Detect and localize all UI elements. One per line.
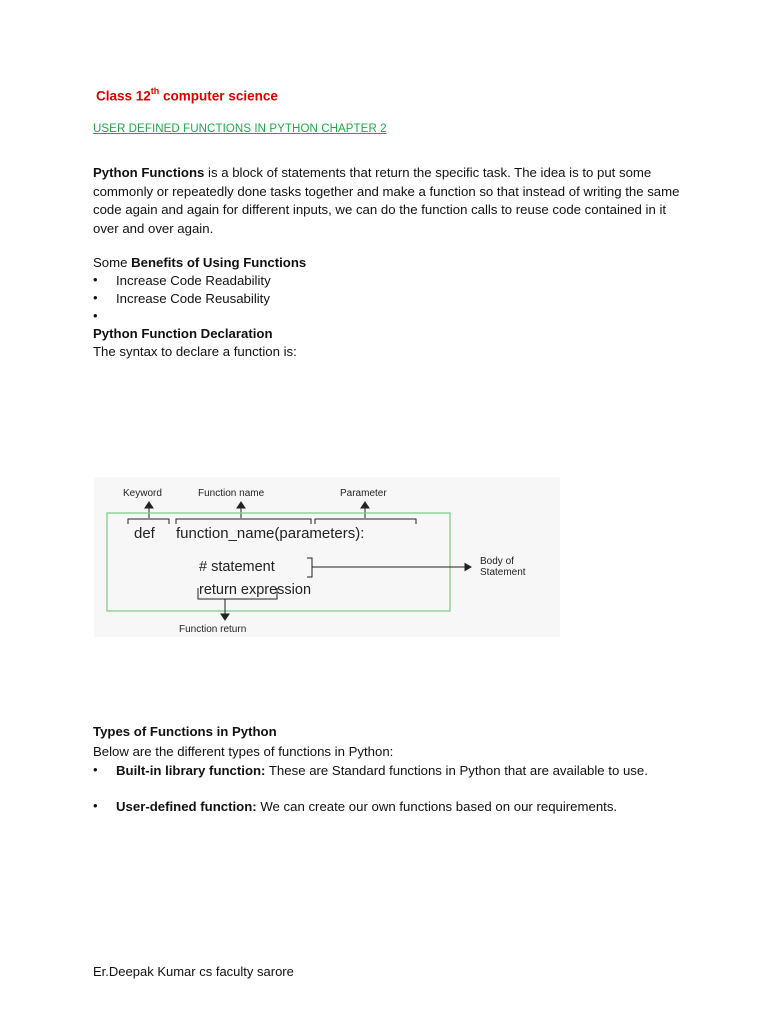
intro-paragraph: Python Functions is a block of statements that return the specific task. The idea is to put some commonly or repeatedly done tasks together and make a function so that instead of writing the same code again and again for different inputs, we can do the function calls to reuse code contained in it over and over again. xyxy=(93,165,680,236)
label-parameter: Parameter xyxy=(340,488,387,499)
code-statement: # statement xyxy=(199,559,275,575)
label-function-return: Function return xyxy=(179,624,247,635)
bullet-icon: • xyxy=(93,290,98,305)
label-function-name: Function name xyxy=(198,488,265,499)
types-text: Below are the different types of functions in Python: xyxy=(93,744,394,759)
bullet-icon: • xyxy=(93,308,98,323)
benefit-item: Increase Code Readability xyxy=(116,273,271,288)
page-title: Class 12th computer science xyxy=(96,86,278,104)
function-syntax-diagram xyxy=(94,477,560,637)
type-item-builtin: Built-in library function: These are Standard functions in Python that are available to use. xyxy=(116,763,648,778)
bullet-icon: • xyxy=(93,798,98,813)
benefit-item: Increase Code Reusability xyxy=(116,291,270,306)
bullet-icon: • xyxy=(93,272,98,287)
code-signature: function_name(parameters): xyxy=(176,525,365,542)
declaration-text: The syntax to declare a function is: xyxy=(93,344,297,359)
code-def-keyword: def xyxy=(134,525,155,542)
type-item-user-defined: User-defined function: We can create our own functions based on our requirements. xyxy=(116,799,618,814)
chapter-subtitle: USER DEFINED FUNCTIONS IN PYTHON CHAPTER 2 xyxy=(93,123,387,135)
label-keyword: Keyword xyxy=(123,488,162,499)
code-return: return expression xyxy=(199,582,312,598)
footer-author: Er.Deepak Kumar cs faculty sarore xyxy=(93,964,294,979)
declaration-heading: Python Function Declaration xyxy=(93,326,273,341)
label-body-line2: Statement xyxy=(480,567,526,578)
types-heading: Types of Functions in Python xyxy=(93,724,277,739)
benefits-heading: Some Benefits of Using Functions xyxy=(93,255,307,270)
label-body-line1: Body of xyxy=(480,556,514,567)
bullet-icon: • xyxy=(93,762,98,777)
